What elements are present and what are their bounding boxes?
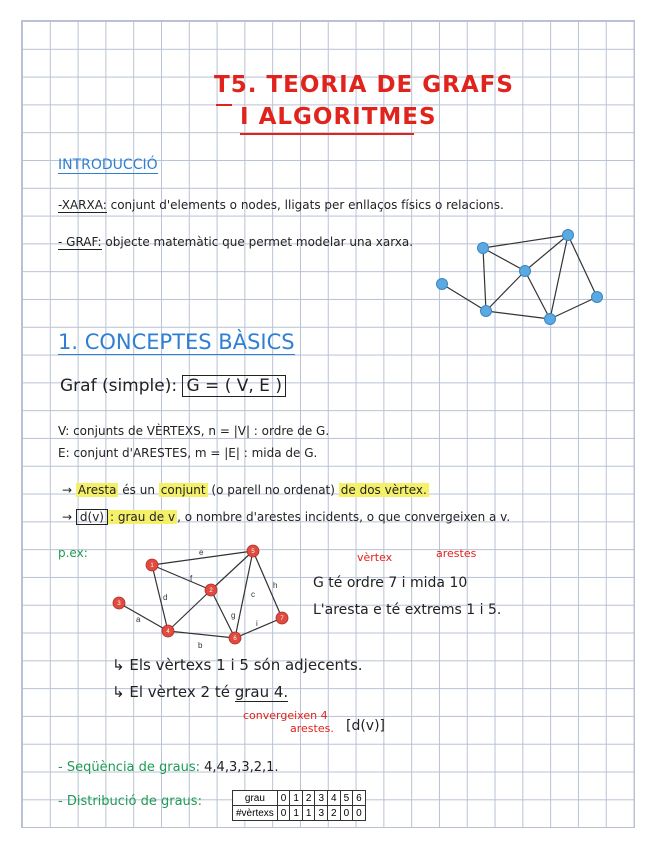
table-cell: 3	[315, 806, 328, 821]
red-note-1: convergeixen 4	[243, 709, 328, 722]
network-node	[563, 230, 574, 241]
aresta-conjunt: conjunt	[160, 483, 206, 497]
aresta-mid2: (o parell no ordenat)	[211, 483, 335, 497]
graf-formula: G = ( V, E )	[182, 375, 285, 397]
line4-a: ↳ El vèrtex 2 té	[112, 683, 230, 701]
table-cell: 0	[353, 806, 366, 821]
intro-network-graph	[430, 225, 610, 325]
intro-heading: INTRODUCCIÓ	[58, 157, 158, 173]
edge-label: f	[190, 574, 193, 583]
table-cell: 0	[277, 791, 290, 806]
table-cell: 6	[353, 791, 366, 806]
example-line-3: ↳ Els vèrtexs 1 i 5 són adjecents.	[112, 656, 363, 674]
dv-rest: , o nombre d'arestes incidents, o que convergeixen a v.	[177, 510, 511, 524]
graf-simple-label: Graf (simple):	[60, 376, 178, 396]
sequence-values: 4,4,3,3,2,1.	[204, 760, 279, 775]
edge-label: d	[163, 593, 168, 602]
table-cell: 0	[340, 806, 353, 821]
example-line-2: L'aresta e té extrems 1 i 5.	[313, 602, 502, 618]
network-node	[545, 314, 556, 325]
table-row	[233, 791, 366, 806]
graf-text: objecte matemàtic que permet modelar una xarxa.	[105, 235, 414, 249]
table-header-cell: #vèrtexs	[233, 806, 278, 821]
degree-definition	[62, 510, 510, 524]
network-node	[437, 279, 448, 290]
graf-definition	[58, 235, 413, 249]
node-label: 6	[233, 636, 237, 642]
xarxa-definition	[58, 198, 504, 212]
table-header-cell: grau	[233, 791, 278, 806]
network-node	[478, 243, 489, 254]
network-node	[520, 266, 531, 277]
table-cell: 1	[290, 791, 303, 806]
edge-label: i	[256, 619, 258, 628]
arrow: →	[62, 483, 73, 497]
node-label: 3	[117, 601, 121, 607]
edge-label: g	[231, 611, 236, 620]
degree-distribution-table	[232, 790, 366, 821]
table-row	[233, 806, 366, 821]
line4-b: grau 4.	[234, 683, 289, 701]
table-cell: 0	[277, 806, 290, 821]
note-arestes: arestes	[436, 547, 477, 560]
note-vertex: vèrtex	[357, 551, 393, 564]
e-definition: E: conjunt d'ARESTES, m = |E| : mida de G.	[58, 446, 318, 460]
edge-label: e	[199, 548, 204, 557]
node-label: 7	[280, 616, 284, 622]
sequence-line	[58, 760, 279, 775]
example-line-4	[112, 683, 288, 701]
aresta-definition	[62, 483, 429, 497]
edge-label: b	[198, 641, 203, 650]
node-label: 5	[251, 549, 255, 555]
edge-label: a	[136, 615, 141, 624]
graf-simple-line	[60, 376, 286, 396]
dv-box: d(v)	[76, 509, 108, 525]
title-dash-left	[216, 104, 232, 106]
table-cell: 3	[315, 791, 328, 806]
xarxa-term: -XARXA:	[58, 198, 107, 212]
node-label: 2	[209, 588, 213, 594]
xarxa-text: conjunt d'elements o nodes, lligats per enllaços físics o relacions.	[110, 198, 504, 212]
red-note-2: arestes.	[290, 722, 334, 735]
network-node	[481, 306, 492, 317]
arrow: →	[62, 510, 73, 524]
aresta-end: de dos vèrtex.	[340, 483, 427, 497]
node-label: 1	[150, 563, 154, 569]
dv-reference: [d(v)]	[346, 718, 386, 734]
aresta-word: Aresta	[77, 483, 117, 497]
dv-grau: : grau de v	[109, 510, 176, 524]
sequence-label: - Seqüència de graus:	[58, 760, 200, 775]
title-underline	[240, 133, 414, 135]
table-cell: 2	[328, 806, 341, 821]
edge-label: h	[273, 581, 278, 590]
title-line-2: I ALGORITMES	[240, 104, 437, 130]
v-definition: V: conjunts de VÈRTEXS, n = |V| : ordre de G.	[58, 424, 330, 438]
table-cell: 1	[302, 806, 315, 821]
table-cell: 4	[328, 791, 341, 806]
table-cell: 2	[302, 791, 315, 806]
aresta-mid1: és un	[122, 483, 155, 497]
example-graph	[100, 540, 300, 650]
table-cell: 5	[340, 791, 353, 806]
title-line-1: T5. TEORIA DE GRAFS	[214, 72, 514, 98]
section1-heading: 1. CONCEPTES BÀSICS	[58, 330, 295, 354]
example-line-1: G té ordre 7 i mida 10	[313, 575, 468, 591]
graf-term: - GRAF:	[58, 235, 102, 249]
network-node	[592, 292, 603, 303]
table-cell: 1	[290, 806, 303, 821]
example-label: p.ex:	[58, 546, 88, 560]
node-label: 4	[166, 629, 170, 635]
distribution-label: - Distribució de graus:	[58, 794, 202, 809]
edge-label: c	[251, 590, 255, 599]
